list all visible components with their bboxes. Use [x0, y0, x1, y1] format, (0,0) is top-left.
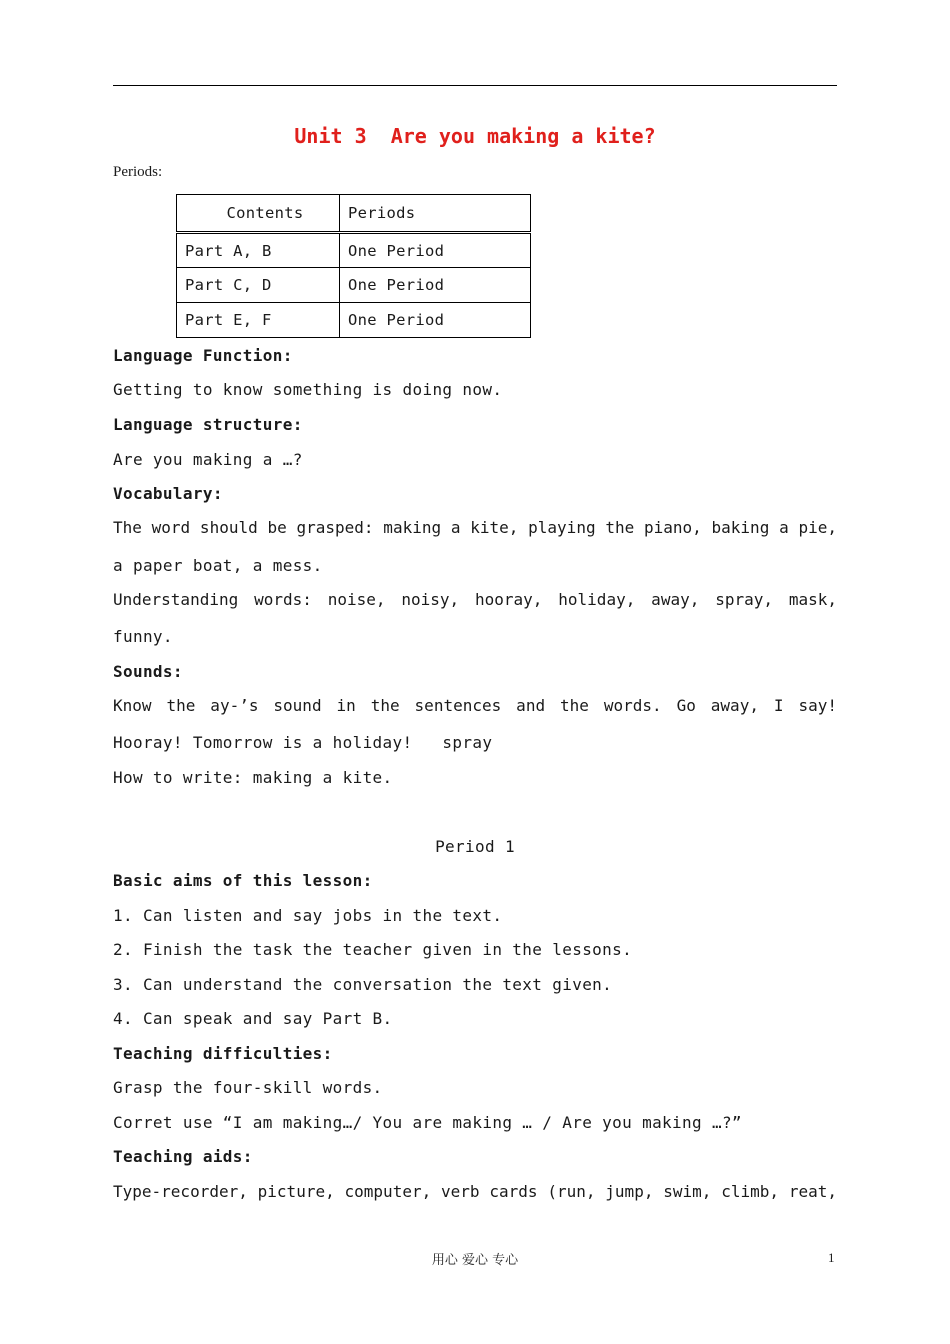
- heading-basic-aims: Basic aims of this lesson:: [113, 871, 373, 890]
- table-cell: One Period: [340, 233, 531, 268]
- table-cell: Part A, B: [177, 233, 340, 268]
- body-text: Type-recorder, picture, computer, verb cards (run, jump, swim, climb, reat,: [113, 1182, 837, 1201]
- heading-teaching-difficulties: Teaching difficulties:: [113, 1044, 333, 1063]
- table-header-periods: Periods: [340, 195, 531, 233]
- list-item: 3. Can understand the conversation the text given.: [113, 975, 613, 994]
- table-cell: Part E, F: [177, 303, 340, 338]
- table-header-contents: Contents: [177, 195, 340, 233]
- body-text: How to write: making a kite.: [113, 768, 393, 787]
- table-cell: Part C, D: [177, 268, 340, 303]
- page-footer: 用心 爱心 专心: [431, 1253, 519, 1268]
- table-row: [177, 268, 531, 303]
- heading-language-function: Language Function:: [113, 346, 293, 365]
- page-number: 1: [828, 1250, 835, 1265]
- body-text: Know the ay-’s sound in the sentences and the words. Go away, I say!: [113, 696, 837, 715]
- list-item: 1. Can listen and say jobs in the text.: [113, 906, 503, 925]
- list-item: 4. Can speak and say Part B.: [113, 1009, 393, 1028]
- table-cell: One Period: [340, 303, 531, 338]
- body-text: Grasp the four-skill words.: [113, 1078, 383, 1097]
- document-title: Unit 3 Are you making a kite?: [294, 124, 656, 148]
- body-text: The word should be grasped: making a kite, playing the piano, baking a pie,: [113, 518, 837, 537]
- periods-label: Periods:: [113, 164, 163, 180]
- period-heading: Period 1: [435, 837, 515, 856]
- body-text: Understanding words: noise, noisy, hooray, holiday, away, spray, mask,: [113, 590, 837, 609]
- table-cell: One Period: [340, 268, 531, 303]
- heading-teaching-aids: Teaching aids:: [113, 1147, 253, 1166]
- periods-table: [176, 194, 531, 338]
- body-text: Are you making a …?: [113, 450, 303, 469]
- table-row: [177, 303, 531, 338]
- heading-sounds: Sounds:: [113, 662, 183, 681]
- table-row: [177, 233, 531, 268]
- body-text: Corret use “I am making…/ You are making … / Are you making …?”: [113, 1113, 742, 1132]
- header-rule: [113, 85, 837, 86]
- list-item: 2. Finish the task the teacher given in the lessons.: [113, 940, 633, 959]
- body-text: a paper boat, a mess.: [113, 556, 323, 575]
- body-text: Getting to know something is doing now.: [113, 380, 503, 399]
- heading-language-structure: Language structure:: [113, 415, 303, 434]
- heading-vocabulary: Vocabulary:: [113, 484, 223, 503]
- body-text: Hooray! Tomorrow is a holiday! spray: [113, 733, 493, 752]
- table-header-row: [177, 195, 531, 233]
- body-text: funny.: [113, 627, 173, 646]
